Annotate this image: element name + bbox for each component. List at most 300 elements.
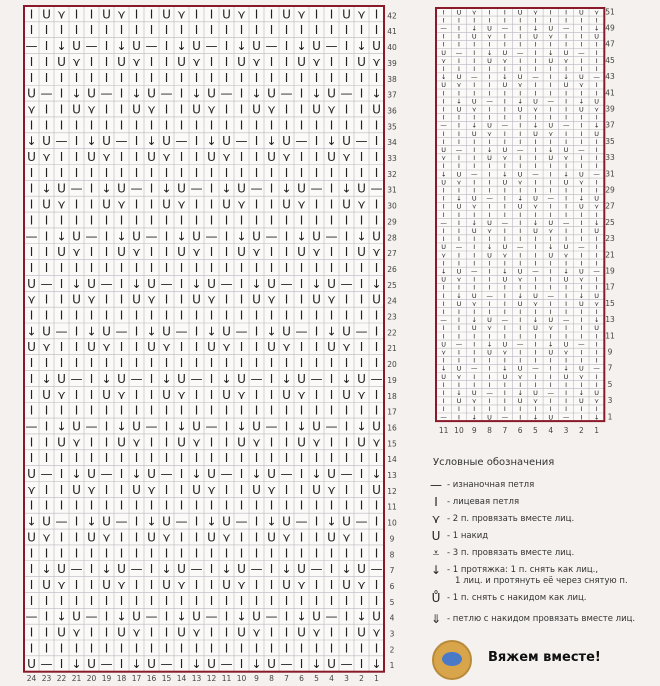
- right-chart-stitch: I: [488, 275, 491, 284]
- left-chart-stitch: ⋎: [192, 54, 201, 69]
- left-chart-stitch: ⋎: [192, 625, 201, 640]
- left-chart-stitch: I: [59, 118, 64, 133]
- left-chart-stitch: —: [190, 562, 203, 577]
- left-chart-stitch: U: [327, 657, 336, 672]
- left-chart-stitch: I: [344, 102, 349, 117]
- left-chart-stitch: I: [344, 498, 349, 513]
- left-chart-stitch: I: [89, 54, 94, 69]
- left-chart-stitch: I: [44, 403, 49, 418]
- right-chart-stitch: ⋎: [441, 56, 447, 65]
- right-chart-stitch: U: [578, 299, 584, 308]
- left-chart-stitch: I: [239, 641, 244, 656]
- left-chart-stitch: U: [237, 371, 246, 386]
- left-chart-stitch: I: [104, 356, 109, 371]
- right-chart-stitch: I: [534, 137, 537, 146]
- right-chart-stitch: I: [488, 283, 491, 292]
- left-chart-stitch: ↓: [266, 134, 277, 149]
- left-chart-stitch: I: [314, 546, 319, 561]
- left-chart-stitch: I: [194, 403, 199, 418]
- left-chart-stitch: ⋎: [297, 197, 306, 212]
- left-chart-stitch: U: [267, 467, 276, 482]
- left-chart-row-label: 20: [387, 360, 397, 370]
- left-chart-stitch: U: [147, 467, 156, 482]
- right-chart-stitch: I: [549, 65, 552, 74]
- left-chart-stitch: I: [254, 530, 259, 545]
- left-chart-stitch: ⋎: [177, 387, 186, 402]
- left-chart-stitch: U: [27, 530, 36, 545]
- left-chart-stitch: I: [74, 546, 79, 561]
- left-chart-stitch: U: [177, 435, 186, 450]
- left-chart-stitch: I: [29, 403, 34, 418]
- left-chart-stitch: I: [209, 371, 214, 386]
- right-chart-stitch: I: [565, 32, 568, 41]
- right-chart-stitch: I: [488, 8, 491, 17]
- left-chart-row-label: 25: [387, 280, 397, 290]
- left-chart-stitch: ↓: [56, 39, 67, 54]
- left-chart-stitch: I: [119, 118, 124, 133]
- left-chart-stitch: I: [329, 213, 334, 228]
- right-chart-stitch: I: [595, 137, 598, 146]
- left-chart-stitch: U: [207, 276, 216, 291]
- left-chart-stitch: I: [104, 260, 109, 275]
- left-chart-stitch: I: [284, 165, 289, 180]
- left-chart-stitch: I: [239, 593, 244, 608]
- left-chart-stitch: I: [239, 292, 244, 307]
- right-chart-col-label: 3: [563, 426, 569, 435]
- right-chart-stitch: U: [563, 146, 569, 155]
- right-chart-row-label: 13: [605, 315, 615, 325]
- right-chart-stitch: —: [455, 48, 463, 57]
- right-chart-stitch: I: [565, 332, 568, 341]
- left-chart-stitch: I: [299, 356, 304, 371]
- right-chart-stitch: U: [441, 48, 447, 57]
- right-chart-row-label: 9: [607, 347, 613, 357]
- left-chart-stitch: I: [194, 451, 199, 466]
- right-chart-stitch: I: [580, 235, 583, 244]
- left-chart-stitch: U: [282, 134, 291, 149]
- right-chart-stitch: U: [548, 251, 554, 260]
- left-chart-stitch: I: [59, 530, 64, 545]
- right-chart-stitch: ↓: [517, 389, 523, 398]
- right-chart-stitch: ⋎: [578, 372, 584, 381]
- right-chart-stitch: —: [532, 364, 539, 373]
- right-chart-stitch: U: [456, 397, 462, 406]
- left-chart-stitch: —: [25, 229, 38, 244]
- left-chart-stitch: I: [119, 308, 124, 323]
- right-chart-stitch: —: [578, 48, 585, 57]
- left-chart-stitch: I: [89, 562, 94, 577]
- left-chart-stitch: I: [224, 641, 229, 656]
- right-chart-stitch: ↓: [502, 73, 508, 82]
- right-chart-stitch: U: [594, 129, 600, 138]
- right-chart-stitch: —: [532, 170, 539, 179]
- left-chart-stitch: I: [314, 530, 319, 545]
- left-chart-stitch: I: [74, 7, 79, 22]
- left-chart-stitch: ↓: [71, 657, 82, 672]
- right-chart-stitch: I: [549, 73, 552, 82]
- left-chart-stitch: I: [284, 23, 289, 38]
- left-chart-stitch: I: [149, 387, 154, 402]
- right-chart-stitch: ⋎: [533, 397, 538, 406]
- left-chart-stitch: U: [357, 562, 366, 577]
- left-chart-row-label: 29: [387, 217, 397, 227]
- right-chart-stitch: I: [519, 259, 522, 268]
- right-chart-stitch: U: [517, 364, 523, 373]
- left-chart-stitch: I: [134, 197, 139, 212]
- left-chart-stitch: I: [149, 451, 154, 466]
- left-chart-stitch: I: [224, 356, 229, 371]
- left-chart-stitch: I: [284, 118, 289, 133]
- left-chart-col-label: 23: [41, 674, 52, 683]
- left-chart-stitch: I: [224, 419, 229, 434]
- left-chart-stitch: —: [85, 609, 98, 624]
- left-chart-stitch: ⋎: [87, 292, 96, 307]
- left-chart-stitch: U: [357, 371, 366, 386]
- left-chart-stitch: U: [342, 324, 351, 339]
- left-chart-stitch: ↓: [206, 324, 217, 339]
- left-chart-col-label: 14: [176, 674, 187, 683]
- left-chart-stitch: I: [344, 260, 349, 275]
- left-chart-stitch: —: [235, 324, 248, 339]
- left-chart-stitch: ⋎: [27, 102, 36, 117]
- k3tog-icon: ⩡: [432, 546, 440, 560]
- left-chart-stitch: I: [314, 7, 319, 22]
- left-chart-stitch: I: [359, 467, 364, 482]
- left-chart-stitch: I: [344, 451, 349, 466]
- left-chart-stitch: —: [40, 86, 53, 101]
- right-chart-stitch: I: [580, 348, 583, 357]
- left-chart-stitch: I: [374, 150, 379, 165]
- left-chart-stitch: I: [269, 70, 274, 85]
- right-chart-stitch: ⋎: [502, 56, 508, 65]
- left-chart-stitch: I: [194, 7, 199, 22]
- left-chart-stitch: ↓: [326, 324, 337, 339]
- right-chart-stitch: I: [442, 105, 445, 114]
- left-chart-stitch: ↓: [41, 371, 52, 386]
- left-chart-stitch: I: [164, 39, 169, 54]
- left-chart-stitch: I: [194, 165, 199, 180]
- left-chart-stitch: I: [254, 641, 259, 656]
- left-chart-row-label: 32: [387, 169, 397, 179]
- left-chart-stitch: I: [89, 435, 94, 450]
- left-chart-stitch: ↓: [191, 86, 202, 101]
- left-chart-stitch: I: [149, 625, 154, 640]
- left-chart-col-label: 24: [26, 674, 37, 683]
- left-chart-stitch: I: [329, 546, 334, 561]
- left-chart-stitch: I: [134, 165, 139, 180]
- right-chart-stitch: I: [503, 235, 506, 244]
- right-chart-row-label: 41: [605, 88, 615, 98]
- left-chart-stitch: I: [194, 356, 199, 371]
- left-chart-stitch: ⋎: [357, 7, 366, 22]
- left-chart-stitch: —: [205, 39, 218, 54]
- left-chart-stitch: —: [310, 371, 323, 386]
- right-chart-stitch: U: [578, 170, 584, 179]
- left-chart-stitch: —: [175, 514, 188, 529]
- left-chart-stitch: U: [177, 245, 186, 260]
- right-chart-col-label: 11: [438, 426, 449, 435]
- right-chart-stitch: I: [580, 56, 583, 65]
- right-chart-stitch: U: [487, 413, 492, 422]
- right-chart-stitch: I: [488, 40, 491, 49]
- left-chart-stitch: I: [29, 356, 34, 371]
- right-chart-stitch: U: [548, 154, 554, 163]
- left-chart-stitch: I: [134, 451, 139, 466]
- right-chart-stitch: I: [457, 251, 460, 260]
- right-chart-stitch: U: [456, 299, 462, 308]
- left-chart-stitch: ↓: [146, 134, 157, 149]
- right-chart-stitch: I: [534, 251, 537, 260]
- left-chart-stitch: I: [239, 150, 244, 165]
- left-chart-stitch: I: [299, 593, 304, 608]
- left-chart-stitch: I: [104, 498, 109, 513]
- left-chart-stitch: U: [192, 609, 201, 624]
- left-chart-stitch: U: [372, 229, 381, 244]
- left-chart-stitch: I: [59, 482, 64, 497]
- right-chart-stitch: I: [488, 170, 491, 179]
- left-chart-stitch: I: [29, 308, 34, 323]
- left-chart-stitch: I: [299, 641, 304, 656]
- left-chart-row-label: 41: [387, 27, 397, 37]
- right-chart-stitch: U: [578, 202, 584, 211]
- left-chart-stitch: I: [59, 70, 64, 85]
- left-chart-stitch: ↓: [356, 609, 367, 624]
- right-chart-stitch: I: [442, 283, 445, 292]
- left-chart-stitch: I: [239, 451, 244, 466]
- slip-together-icon: ⇓: [430, 612, 442, 626]
- left-chart-stitch: I: [284, 245, 289, 260]
- left-chart-stitch: —: [190, 371, 203, 386]
- left-chart-stitch: I: [269, 245, 274, 260]
- left-chart-stitch: U: [297, 371, 306, 386]
- left-chart-stitch: I: [314, 165, 319, 180]
- left-chart-stitch: I: [374, 7, 379, 22]
- left-chart-stitch: I: [224, 625, 229, 640]
- left-chart-stitch: —: [115, 324, 128, 339]
- left-chart-stitch: I: [284, 403, 289, 418]
- left-chart-stitch: I: [194, 340, 199, 355]
- left-chart-stitch: ⋎: [42, 340, 51, 355]
- right-chart-stitch: U: [487, 316, 492, 325]
- left-chart-stitch: I: [329, 356, 334, 371]
- right-chart-stitch: ⋎: [533, 105, 538, 114]
- left-chart-stitch: I: [344, 403, 349, 418]
- left-chart-stitch: I: [254, 213, 259, 228]
- right-chart-stitch: I: [519, 210, 522, 219]
- right-chart-stitch: —: [486, 194, 493, 203]
- left-chart-stitch: I: [254, 340, 259, 355]
- right-chart-stitch: I: [442, 308, 445, 317]
- left-chart-stitch: ⋎: [87, 102, 96, 117]
- left-chart-stitch: I: [299, 86, 304, 101]
- left-chart-stitch: I: [329, 260, 334, 275]
- left-chart-stitch: I: [314, 387, 319, 402]
- left-chart-stitch: I: [284, 498, 289, 513]
- left-chart-stitch: I: [224, 593, 229, 608]
- left-chart-stitch: U: [162, 387, 171, 402]
- left-chart-stitch: U: [222, 197, 231, 212]
- left-chart-stitch: —: [70, 562, 83, 577]
- left-chart-stitch: I: [284, 39, 289, 54]
- left-chart-stitch: ↓: [176, 39, 187, 54]
- left-chart-stitch: I: [59, 292, 64, 307]
- left-chart-stitch: I: [104, 229, 109, 244]
- right-chart-stitch: I: [519, 56, 522, 65]
- left-chart-stitch: U: [102, 7, 111, 22]
- left-chart-stitch: I: [89, 181, 94, 196]
- right-chart-stitch: I: [534, 332, 537, 341]
- right-chart-stitch: I: [442, 405, 445, 414]
- left-chart-stitch: I: [374, 514, 379, 529]
- right-chart-stitch: I: [519, 380, 522, 389]
- left-chart-stitch: I: [209, 451, 214, 466]
- right-chart-stitch: I: [519, 186, 522, 195]
- left-chart-stitch: I: [134, 387, 139, 402]
- right-chart-stitch: I: [595, 81, 598, 90]
- left-chart-stitch: I: [179, 403, 184, 418]
- right-chart-stitch: ↓: [471, 218, 477, 227]
- right-chart-stitch: U: [563, 372, 569, 381]
- right-chart-row-label: 23: [605, 234, 615, 244]
- left-chart-stitch: I: [89, 356, 94, 371]
- left-chart-stitch: I: [239, 482, 244, 497]
- right-chart-stitch: I: [565, 259, 568, 268]
- right-chart-stitch: I: [595, 162, 598, 171]
- left-chart-stitch: I: [284, 260, 289, 275]
- left-chart-stitch: I: [179, 102, 184, 117]
- left-chart-stitch: U: [297, 54, 306, 69]
- left-chart-stitch: I: [104, 451, 109, 466]
- right-chart-stitch: I: [442, 89, 445, 98]
- left-chart-stitch: U: [252, 482, 261, 497]
- right-chart-stitch: I: [580, 121, 583, 130]
- right-chart-stitch: I: [519, 40, 522, 49]
- left-chart-stitch: I: [164, 292, 169, 307]
- right-chart-stitch: I: [488, 210, 491, 219]
- left-chart-stitch: I: [374, 546, 379, 561]
- left-chart-stitch: I: [164, 165, 169, 180]
- right-chart-row-label: 51: [605, 7, 615, 17]
- left-chart-stitch: I: [134, 403, 139, 418]
- left-chart-col-label: 9: [254, 674, 259, 683]
- left-chart-stitch: —: [280, 86, 293, 101]
- left-chart-stitch: I: [269, 7, 274, 22]
- left-chart-stitch: ⋎: [42, 530, 51, 545]
- left-chart-stitch: I: [119, 356, 124, 371]
- right-chart-stitch: ⋎: [548, 32, 554, 41]
- left-chart-stitch: U: [132, 482, 141, 497]
- left-chart-stitch: I: [209, 213, 214, 228]
- left-chart-stitch: ↓: [41, 562, 52, 577]
- left-chart-stitch: I: [254, 150, 259, 165]
- left-chart-stitch: U: [372, 609, 381, 624]
- left-chart-stitch: —: [55, 324, 68, 339]
- left-chart-stitch: ↓: [161, 371, 172, 386]
- left-chart-stitch: ↓: [146, 514, 157, 529]
- left-chart-stitch: I: [374, 356, 379, 371]
- left-chart-stitch: —: [145, 609, 158, 624]
- right-chart-stitch: I: [534, 65, 537, 74]
- left-chart-stitch: I: [269, 118, 274, 133]
- left-chart-stitch: I: [359, 451, 364, 466]
- right-chart-stitch: I: [534, 235, 537, 244]
- left-chart-stitch: I: [119, 213, 124, 228]
- right-chart-stitch: I: [473, 380, 476, 389]
- left-chart-stitch: I: [299, 260, 304, 275]
- left-chart-stitch: ⋎: [132, 435, 141, 450]
- right-chart-stitch: —: [578, 340, 585, 349]
- left-chart-stitch: I: [374, 197, 379, 212]
- left-chart-stitch: I: [149, 70, 154, 85]
- left-chart-stitch: ⋎: [207, 482, 216, 497]
- left-chart-stitch: U: [267, 86, 276, 101]
- left-chart-stitch: I: [119, 498, 124, 513]
- left-chart-stitch: ⋎: [207, 102, 216, 117]
- left-chart-stitch: U: [117, 625, 126, 640]
- left-chart-stitch: I: [329, 181, 334, 196]
- right-chart-stitch: I: [549, 210, 552, 219]
- right-chart-stitch: I: [549, 40, 552, 49]
- left-chart-stitch: U: [162, 324, 171, 339]
- left-chart-row-label: 28: [387, 233, 397, 243]
- right-chart-stitch: I: [457, 308, 460, 317]
- right-chart-stitch: I: [580, 259, 583, 268]
- right-chart-stitch: I: [595, 340, 598, 349]
- left-chart-stitch: ⋎: [372, 435, 381, 450]
- right-chart-stitch: I: [457, 405, 460, 414]
- right-chart-stitch: ↓: [593, 413, 600, 422]
- left-chart-row-label: 34: [387, 138, 397, 148]
- right-chart-stitch: U: [502, 81, 508, 90]
- left-chart-stitch: U: [207, 340, 216, 355]
- left-chart-stitch: I: [149, 7, 154, 22]
- right-chart-stitch: I: [580, 380, 583, 389]
- left-chart-stitch: I: [119, 641, 124, 656]
- left-chart-stitch: U: [342, 197, 351, 212]
- left-chart-stitch: U: [42, 197, 51, 212]
- right-chart-stitch: I: [595, 146, 598, 155]
- left-chart-stitch: U: [312, 419, 321, 434]
- left-chart-stitch: I: [359, 530, 364, 545]
- right-chart-stitch: I: [549, 16, 552, 25]
- left-chart-stitch: I: [194, 514, 199, 529]
- left-chart-stitch: I: [374, 403, 379, 418]
- right-chart-stitch: I: [473, 162, 476, 171]
- left-chart-stitch: I: [29, 371, 34, 386]
- left-chart-stitch: I: [299, 451, 304, 466]
- right-chart-stitch: I: [580, 32, 583, 41]
- left-chart-stitch: I: [254, 387, 259, 402]
- right-chart-stitch: U: [563, 275, 569, 284]
- right-chart-stitch: —: [562, 413, 570, 422]
- left-chart-stitch: I: [269, 577, 274, 592]
- left-chart-stitch: ⋎: [222, 150, 231, 165]
- right-chart-stitch: ↓: [471, 24, 477, 33]
- left-chart-stitch: I: [314, 356, 319, 371]
- right-chart-stitch: ↓: [563, 364, 569, 373]
- left-chart-stitch: U: [282, 387, 291, 402]
- right-chart-row-label: 27: [605, 201, 615, 211]
- left-chart-stitch: I: [359, 356, 364, 371]
- right-chart-stitch: I: [534, 405, 537, 414]
- right-chart-stitch: I: [534, 210, 537, 219]
- left-chart-stitch: I: [164, 498, 169, 513]
- left-chart-stitch: I: [164, 625, 169, 640]
- left-chart-stitch: I: [254, 356, 259, 371]
- left-chart-stitch: —: [100, 276, 113, 291]
- left-chart-stitch: U: [87, 276, 96, 291]
- left-chart-stitch: ↓: [221, 181, 232, 196]
